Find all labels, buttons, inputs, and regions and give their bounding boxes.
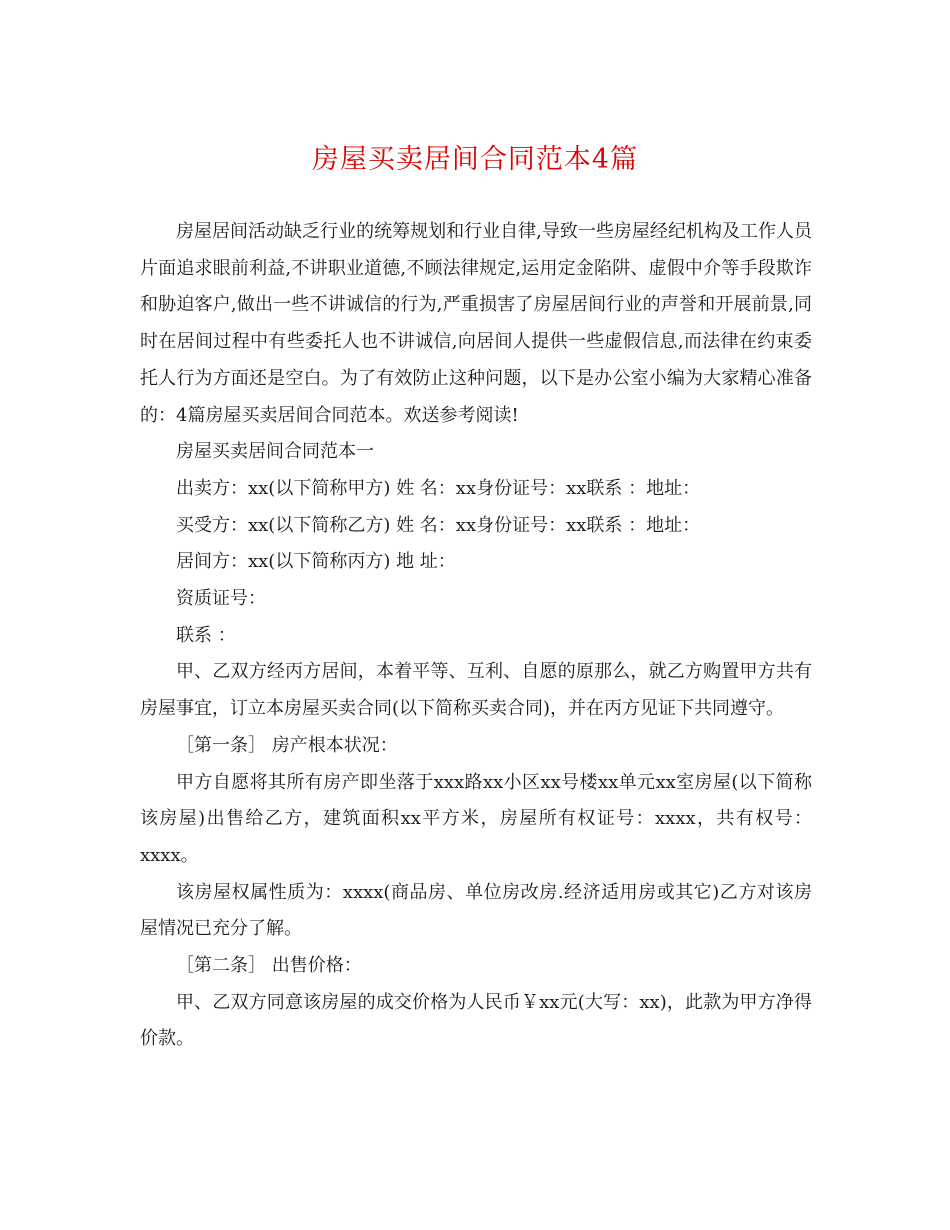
buyer-info-line: 买受方：xx(以下简称乙方) 姓 名：xx身份证号：xx联系 ：地址： xyxy=(176,514,701,536)
agreement-preamble-paragraph: 甲、乙双方经丙方居间，本着平等、互利、自愿的原那么，就乙方购置甲方共有房屋事宜，订立本房屋买卖合同(以下简称买卖合同)，并在丙方见证下共同遵守。 xyxy=(140,661,812,720)
contact-line: 联系 ： xyxy=(176,624,236,646)
property-nature-paragraph: 该房屋权属性质为：xxxx(商品房、单位房改房.经济适用房或其它)乙方对该房屋情况已充分了解。 xyxy=(140,881,812,940)
document-title: 房屋买卖居间合同范本4篇 xyxy=(311,144,639,175)
document-body xyxy=(140,214,812,1058)
section-heading-sample-one: 房屋买卖居间合同范本一 xyxy=(176,441,374,463)
seller-info-line: 出卖方：xx(以下简称甲方) 姓 名：xx身份证号：xx联系 ：地址： xyxy=(176,477,701,499)
broker-info-line: 居间方：xx(以下简称丙方) 地 址： xyxy=(176,551,456,573)
sale-price-paragraph: 甲、乙双方同意该房屋的成交价格为人民币￥xx元(大写：xx)，此款为甲方净得价款。 xyxy=(140,991,812,1050)
qualification-number-line: 资质证号： xyxy=(176,588,266,610)
article-one-heading: ［第一条］ 房产根本状况： xyxy=(176,734,398,756)
intro-paragraph: 房屋居间活动缺乏行业的统筹规划和行业自律,导致一些房屋经纪机构及工作人员片面追求眼前利益,不讲职业道德,不顾法律规定,运用定金陷阱、虚假中介等手段欺诈和胁迫客户,做出一些不讲诚信的行为,严重损害了房屋居间行业的声誉和开展前景,同时在居间过程中有些委托人也不讲诚信,向居间人提供一些虚假信息,而法律在约束委托人行为方面还是空白。为了有效防止这种问题，以下是办公室小编为大家精心准备的：4篇房屋买卖居间合同范本。欢送参考阅读! xyxy=(140,221,812,426)
property-location-paragraph: 甲方自愿将其所有房产即坐落于xxx路xx小区xx号楼xx单元xx室房屋(以下简称该房屋)出售给乙方，建筑面积xx平方米，房屋所有权证号：xxxx，共有权号：xxxx。 xyxy=(140,771,812,866)
article-two-heading: ［第二条］ 出售价格： xyxy=(176,955,362,977)
